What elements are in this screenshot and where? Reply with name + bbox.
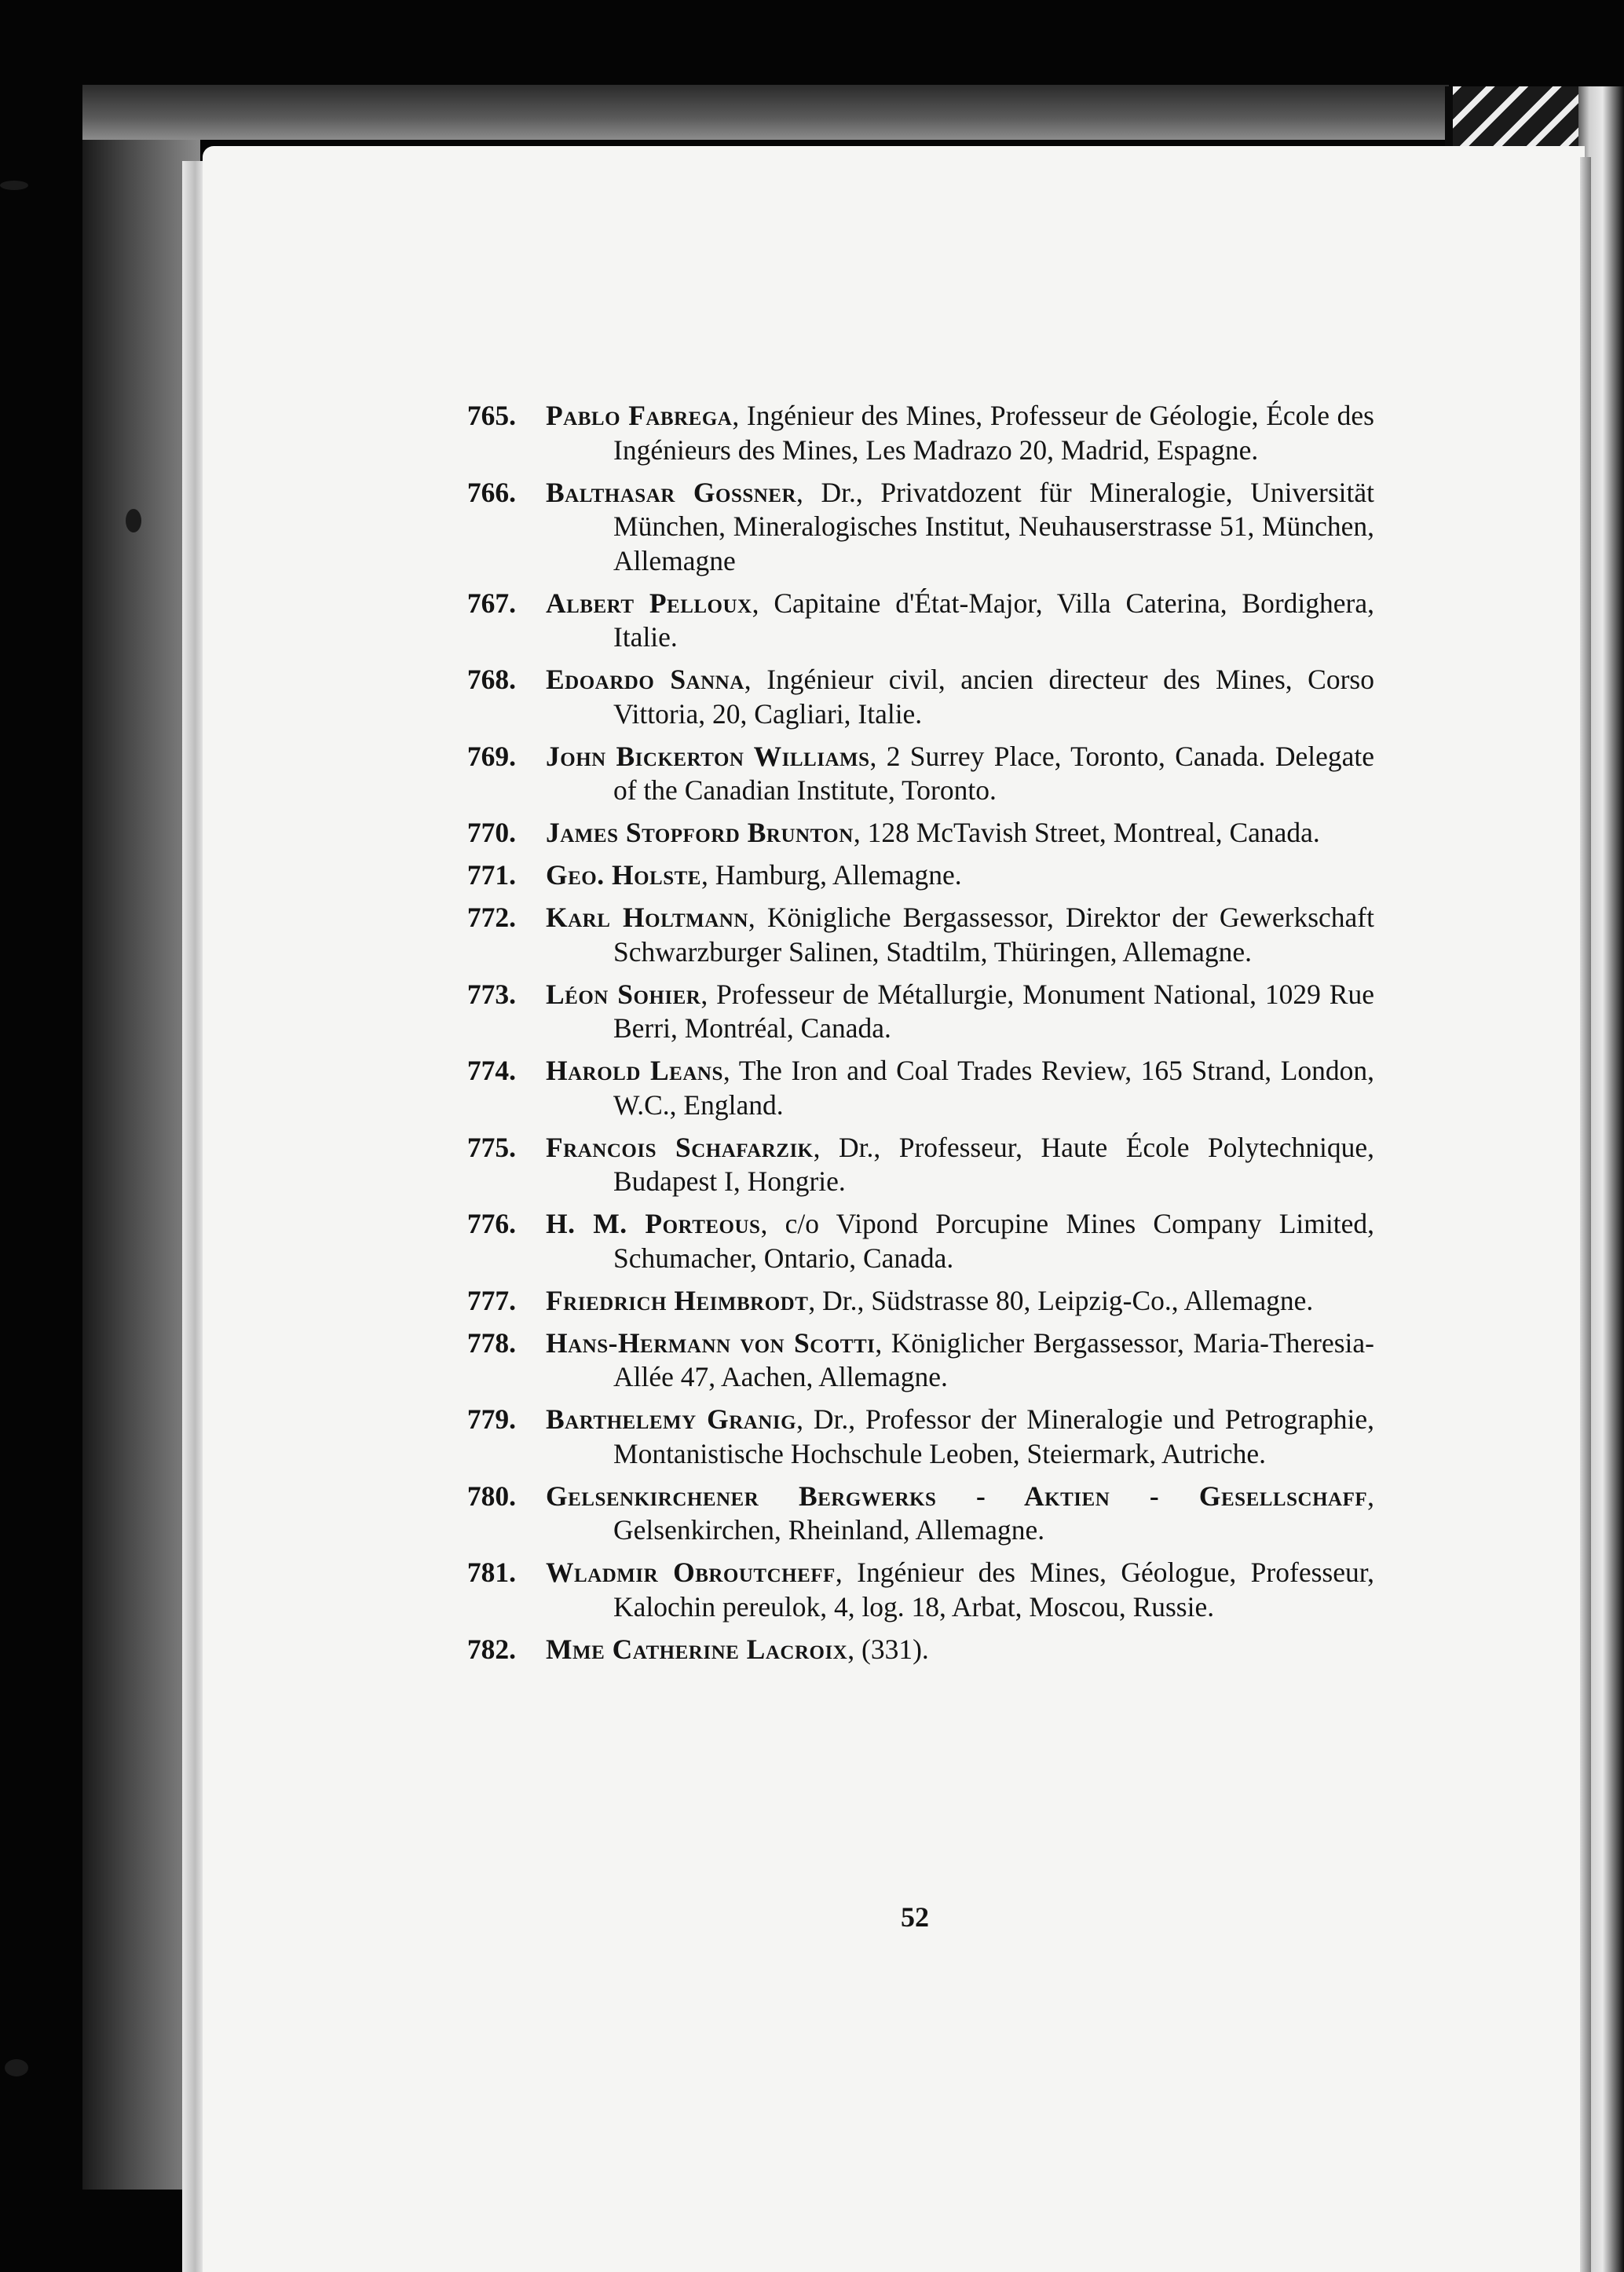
entry-number: 776. — [466, 1208, 516, 1239]
entry-number: 773. — [466, 978, 516, 1010]
member-entry — [452, 1207, 1374, 1275]
entry-number: 771. — [466, 859, 516, 891]
member-entry — [452, 740, 1374, 808]
entry-details: , Königlicher Bergassessor, Maria-Theresia-Allée 47, Aachen, Allemagne. — [613, 1326, 1374, 1392]
member-entry — [452, 1326, 1374, 1395]
member-entry — [452, 858, 1374, 893]
entry-body — [546, 1326, 1374, 1395]
entry-details: , Königliche Bergassessor, Direktor der Gewerkschaft Schwarzburger Salinen, Stadtilm, Thüringen, Allemagne. — [613, 902, 1374, 968]
entry-number: 781. — [466, 1557, 516, 1588]
entry-body — [546, 858, 1374, 893]
member-entry — [452, 663, 1374, 731]
entry-body — [546, 978, 1374, 1046]
entry-name: Mme Catherine Lacroix — [546, 1633, 848, 1665]
entry-number: 779. — [466, 1403, 516, 1435]
entry-name: Léon Sohier — [546, 978, 701, 1010]
entry-details: , Dr., Privatdozent für Mineralogie, Universität München, Mineralogisches Institut, Neuhauserstrasse 51, München, Allemagne — [613, 476, 1374, 576]
entry-details: , c/o Vipond Porcupine Mines Company Limited, Schumacher, Ontario, Canada. — [613, 1208, 1374, 1274]
entry-details: , Ingénieur civil, ancien directeur des Mines, Corso Vittoria, 20, Cagliari, Italie. — [613, 664, 1374, 730]
entry-name: Edoardo Sanna — [546, 664, 744, 695]
entry-details: , Gelsenkirchen, Rheinland, Allemagne. — [613, 1480, 1374, 1546]
entry-body — [546, 1556, 1374, 1624]
entry-name: Geo. Holste — [546, 859, 701, 891]
entry-number: 780. — [466, 1480, 516, 1512]
entry-details: , Hamburg, Allemagne. — [700, 859, 962, 891]
page-edge-right — [1580, 157, 1591, 2272]
entry-name: Friedrich Heimbrodt — [546, 1284, 809, 1316]
entry-details: , The Iron and Coal Trades Review, 165 Strand, London, W.C., England. — [613, 1055, 1375, 1121]
entry-details: , Ingénieur des Mines, Professeur de Géologie, École des Ingénieurs des Mines, Les Madrazo 20, Madrid, Espagne. — [613, 400, 1374, 466]
member-entry — [452, 816, 1374, 851]
member-entry — [452, 587, 1374, 655]
entry-number: 770. — [466, 817, 516, 848]
entry-details: , Dr., Südstrasse 80, Leipzig-Co., Allemagne. — [808, 1284, 1314, 1316]
entry-number: 768. — [466, 664, 516, 695]
entry-body — [546, 1403, 1374, 1471]
entry-name: Francois Schafarzik — [546, 1131, 814, 1163]
entry-body — [546, 1480, 1374, 1548]
entry-details: , 2 Surrey Place, Toronto, Canada. Delegate of the Canadian Institute, Toronto. — [613, 740, 1375, 806]
entry-body — [546, 901, 1374, 969]
entry-body — [546, 1207, 1374, 1275]
entry-details: , Dr., Professor der Mineralogie und Petrographie, Montanistische Hochschule Leoben, Steiermark, Autriche. — [613, 1403, 1374, 1469]
entry-number: 775. — [466, 1131, 516, 1163]
member-entry — [452, 1403, 1374, 1471]
entry-name: Pablo Fabrega — [546, 400, 733, 431]
entry-name: Barthelemy Granig — [546, 1403, 797, 1435]
entry-body — [546, 1633, 1374, 1667]
member-entry — [452, 1480, 1374, 1548]
member-entry — [452, 901, 1374, 969]
entry-name: John Bickerton Williams — [546, 740, 870, 772]
member-list — [452, 399, 1374, 1675]
entry-name: Gelsenkirchener Bergwerks - Aktien - Gesellschaff — [546, 1480, 1368, 1512]
entry-name: Karl Holtmann — [546, 902, 748, 933]
entry-details: , (331). — [847, 1633, 929, 1665]
entry-name: James Stopford Brunton — [546, 817, 854, 848]
entry-body — [546, 587, 1374, 655]
entry-body — [546, 816, 1374, 851]
entry-number: 778. — [466, 1326, 516, 1359]
entry-number: 767. — [466, 587, 516, 619]
entry-number: 766. — [466, 476, 516, 508]
entry-number: 765. — [466, 400, 516, 431]
member-entry — [452, 1633, 1374, 1667]
entry-body — [546, 1054, 1374, 1122]
entry-name: Harold Leans — [546, 1055, 723, 1086]
entry-name: Albert Pelloux — [546, 587, 752, 619]
entry-name: Wladmir Obroutcheff — [546, 1557, 836, 1588]
entry-details: , Ingénieur des Mines, Géologue, Professeur, Kalochin pereulok, 4, log. 18, Arbat, Moscou, Russie. — [613, 1557, 1374, 1623]
entry-number: 782. — [466, 1633, 516, 1665]
entry-body — [546, 399, 1374, 467]
dust-speck — [126, 509, 141, 532]
entry-body — [546, 1131, 1374, 1199]
entry-details: , Dr., Professeur, Haute École Polytechnique, Budapest I, Hongrie. — [613, 1131, 1375, 1197]
member-entry — [452, 978, 1374, 1046]
member-entry — [452, 1131, 1374, 1199]
entry-body — [546, 476, 1374, 579]
film-border-top — [82, 85, 1449, 140]
member-entry — [452, 476, 1374, 579]
entry-name: Hans-Hermann von Scotti — [546, 1326, 876, 1359]
page-number: 52 — [901, 1901, 929, 1933]
entry-number: 774. — [466, 1055, 516, 1086]
entry-details: , Capitaine d'État-Major, Villa Caterina, Bordighera, Italie. — [613, 587, 1374, 653]
entry-number: 772. — [466, 902, 516, 933]
member-entry — [452, 399, 1374, 467]
entry-name: Balthasar Gossner — [546, 476, 797, 508]
entry-details: , 128 McTavish Street, Montreal, Canada. — [853, 817, 1320, 848]
entry-number: 777. — [466, 1284, 516, 1316]
dust-speck — [0, 181, 28, 190]
entry-body — [546, 663, 1374, 731]
entry-number: 769. — [466, 740, 516, 772]
member-entry — [452, 1284, 1374, 1319]
member-entry — [452, 1054, 1374, 1122]
entry-name: H. M. Porteous — [546, 1208, 761, 1239]
entry-body — [546, 740, 1374, 808]
dust-speck — [5, 2059, 28, 2076]
entry-details: , Professeur de Métallurgie, Monument National, 1029 Rue Berri, Montréal, Canada. — [613, 978, 1374, 1044]
entry-body — [546, 1284, 1374, 1319]
member-entry — [452, 1556, 1374, 1624]
